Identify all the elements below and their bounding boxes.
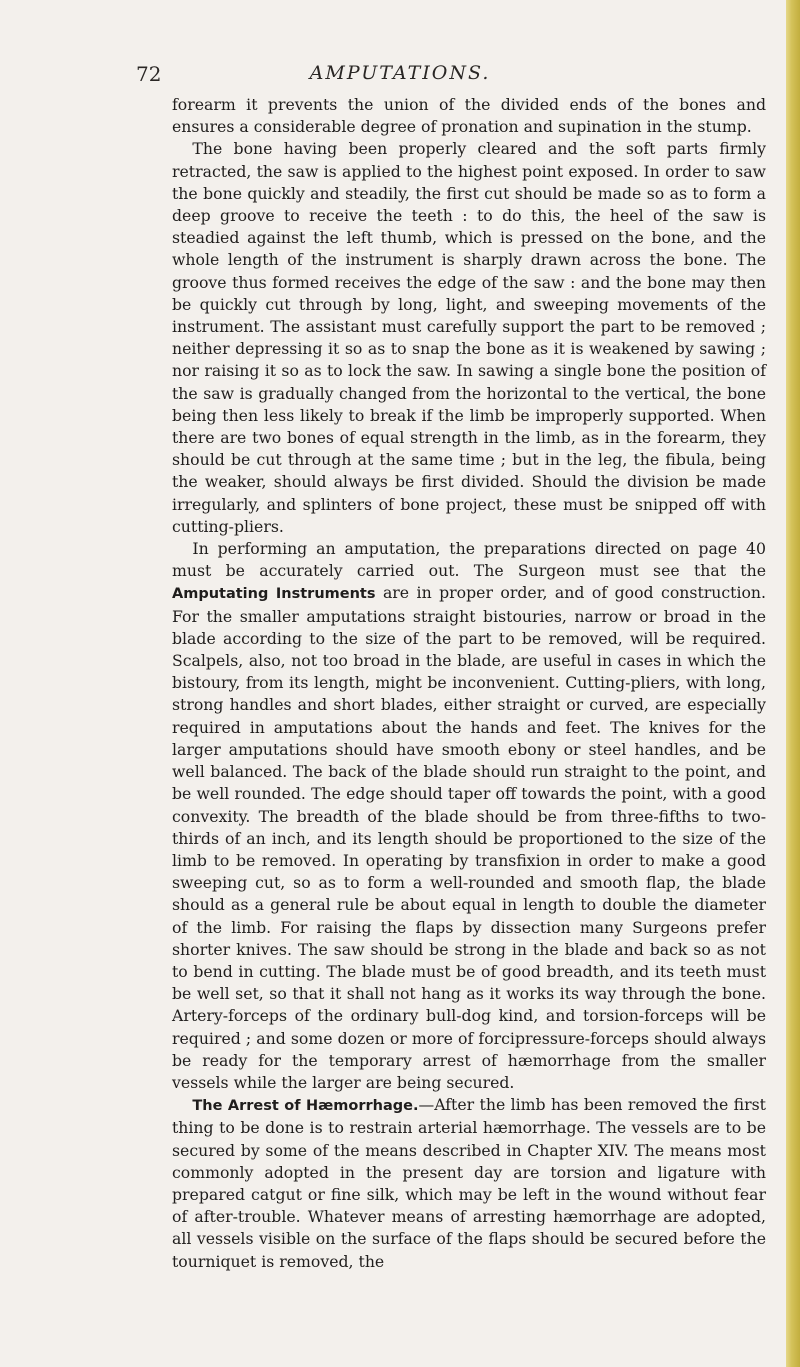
amputating-instruments-heading: Amputating Instruments (172, 586, 376, 603)
paragraph-1: forearm it prevents the union of the divided ends of the bones and ensures a considerable degree of pronation and supination in the stump. (172, 95, 766, 137)
paragraph-3 (172, 538, 766, 1094)
running-title: AMPUTATIONS. (309, 62, 491, 84)
body-text (172, 94, 766, 1273)
arrest-of-haemorrhage-heading: The Arrest of Hæmorrhage. (192, 1098, 419, 1115)
paragraph-3-text-b: are in proper order, and of good construction. For the smaller amputations straight bistouries, narrow or broad in the blade according to the size of the part to be removed, will be required. Scalpels, also, not too broad in the blade, are useful in cases in which the bistoury, from its length, might be inconvenient. Cutting-pliers, with long, strong handles and short blades, either straight or curved, are especially required in amputations about the hands and feet. The knives for the larger amputations should have smooth ebony or steel handles, and be well balanced. The back of the blade should run straight to the point, and be well rounded. The edge should taper off towards the point, with a good convexity. The breadth of the blade should be from three-fifths to two-thirds of an inch, and its length should be proportioned to the size of the limb to be removed. In operating by transfixion in order to make a good sweeping cut, so as to form a well-rounded and smooth flap, the blade should as a general rule be about equal in length to double the diameter of the limb. For raising the flaps by dissection many Surgeons prefer shorter knives. The saw should be strong in the blade and back so as not to bend in cutting. The blade must be of good breadth, and its teeth must be well set, so that it shall not hang as it works its way through the bone. Artery-forceps of the ordinary bull-dog kind, and torsion-forceps will be required ; and some dozen or more of forcipressure-forceps should always be ready for the temporary arrest of hæmorrhage from the smaller vessels while the larger are being secured. (172, 583, 766, 1092)
paragraph-4-text: —After the limb has been removed the first thing to be done is to restrain arterial hæmorrhage. The vessels are to be secured by some of the means described in Chapter XIV. The means most commonly adopted in the present day are torsion and ligature with prepared catgut or fine silk, which may be left in the wound without fear of after-trouble. Whatever means of arresting hæmorrhage are adopted, all vessels visible on the surface of the flaps should be secured before the tourniquet is removed, the (172, 1095, 766, 1271)
paragraph-3-text-a: In performing an amputation, the preparations directed on page 40 must be accurately carried out. The Surgeon must see that the (172, 539, 766, 581)
page-number: 72 (136, 62, 162, 86)
paragraph-2: The bone having been properly cleared and the soft parts firmly retracted, the saw is applied to the highest point exposed. In order to saw the bone quickly and steadily, the first cut should be made so as to form a deep groove to receive the teeth : to do this, the heel of the saw is steadied against the left thumb, which is pressed on the bone, and the whole length of the instrument is sharply drawn across the bone. The groove thus formed receives the edge of the saw : and the bone may then be quickly cut through by long, light, and sweeping movements of the instrument. The assistant must carefully support the part to be removed ; neither depressing it so as to snap the bone as it is weakened by sawing ; nor raising it so as to lock the saw. In sawing a single bone the position of the saw is gradually changed from the horizontal to the vertical, the bone being then less likely to break if the limb be improperly supported. When there are two bones of equal strength in the limb, as in the forearm, they should be cut through at the same time ; but in the leg, the fibula, being the weaker, should always be first divided. Should the division be made irregularly, and splinters of bone project, these must be snipped off with cutting-pliers. (172, 139, 766, 536)
paragraph-4 (172, 1094, 766, 1273)
page-edge (786, 0, 800, 1367)
